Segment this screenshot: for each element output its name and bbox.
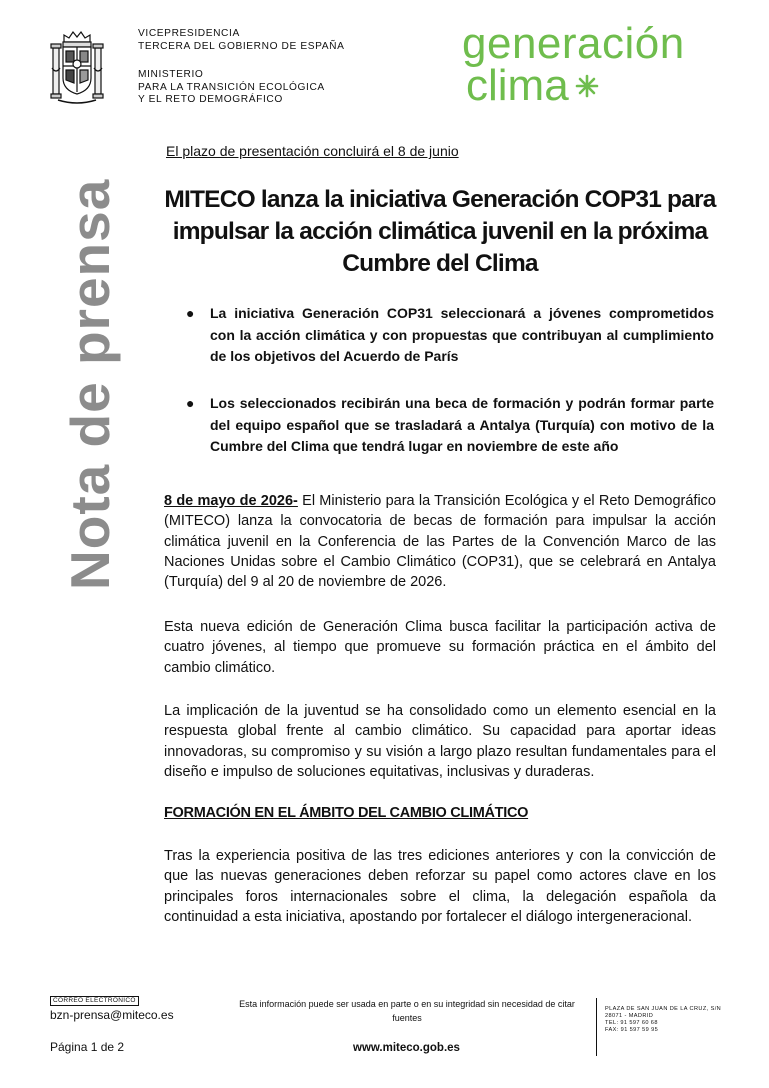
ministry-line: TERCERA DEL GOBIERNO DE ESPAÑA [138,40,345,52]
body-paragraph [164,491,716,592]
ministry-line: MINISTERIO [138,69,204,80]
page-title: MITECO lanza la iniciativa Generación COP31 para impulsar la acción climática juvenil en la próxima Cumbre del Clima [164,186,716,277]
ministry-line: Y EL RETO DEMOGRÁFICO [138,94,283,106]
brand-line-2-wrap [462,61,685,110]
contact-email-link[interactable]: bzn-prensa@miteco.es [50,1008,174,1022]
generacion-clima-logo [462,19,685,110]
ministry-line: PARA LA TRANSICIÓN ECOLÓGICA [138,81,325,93]
website-link[interactable]: www.miteco.gob.es [353,1042,460,1054]
address-line: 28071 - MADRID [605,1013,654,1019]
vicepresidency-heading [138,28,345,53]
section-heading: FORMACIÓN EN EL ÁMBITO DEL CAMBIO CLIMÁTICO [164,805,529,821]
bullet-text: Los seleccionados recibirán una beca de formación y podrán formar parte del equipo español que se trasladará a Antalya (Turquía) con motivo de la Cumbre del Clima que tendrá lugar en noviembre de este año [210,395,714,454]
dateline: 8 de mayo de 2026- [164,493,298,509]
body-paragraph: La implicación de la juventud se ha consolidado como un elemento esencial en la respuesta global frente al cambio climático. Su capacidad para aportar ideas innovadoras, su compromiso y su visión a largo plazo resultan fundamentales para el diseño e impulso de soluciones equitativas, inclusivas y duraderas. [164,703,716,780]
list-item [186,393,714,458]
brand-line-2: clima [466,61,569,110]
deadline-subtitle: El plazo de presentación concluirá el 8 de junio [166,143,459,159]
email-label: CORREO ELECTRÓNICO [50,996,139,1006]
side-label: Nota de prensa [59,178,121,590]
star-burst-icon [575,74,599,98]
ministry-line: VICEPRESIDENCIA [138,28,240,39]
brand-line-1: generación [462,19,685,68]
coat-of-arms-icon [50,28,104,106]
footer-divider [596,998,597,1056]
bullet-text: La iniciativa Generación COP31 seleccionará a jóvenes comprometidos con la acción climática y con propuestas que contribuyan al cumplimiento de los objetivos del Acuerdo de París [210,305,714,364]
list-item [186,303,714,368]
body-paragraph: Esta nueva edición de Generación Clima busca facilitar la participación activa de cuatro jóvenes, al tiempo que promueve su formación práctica en el ámbito del cambio climático. [164,619,716,676]
bullet-icon: ● [186,305,195,321]
address-line: PLAZA DE SAN JUAN DE LA CRUZ, S/N [605,1006,722,1012]
ministry-heading [138,69,325,107]
paragraph-text: El Ministerio para la Transición Ecológica y el Reto Demográfico (MITECO) lanza la convocatoria de becas de formación para impulsar la acción climática juvenil en la Conferencia de las Partes de la Convención Marco de las Naciones Unidas sobre el Cambio Climático (COP31), que se celebrará en Antalya (Turquía) del 9 al 20 de noviembre de 2026. [164,493,716,591]
address-line: TEL: 91 597 60 68 [605,1020,658,1026]
bullet-icon: ● [186,395,195,411]
body-paragraph: Tras la experiencia positiva de las tres ediciones anteriores y con la convicción de que las nuevas generaciones deben reforzar su papel como actores clave en los principales foros internacionales sobre el clima, la delegación española da continuidad a esta iniciativa, apostando por fortalecer el diálogo intergeneracional. [164,848,716,925]
page-number: Página 1 de 2 [50,1040,125,1054]
usage-disclaimer: Esta información puede ser usada en parte o en su integridad sin necesidad de citar fuentes [239,999,575,1023]
address-line: FAX: 91 597 59 95 [605,1027,659,1033]
